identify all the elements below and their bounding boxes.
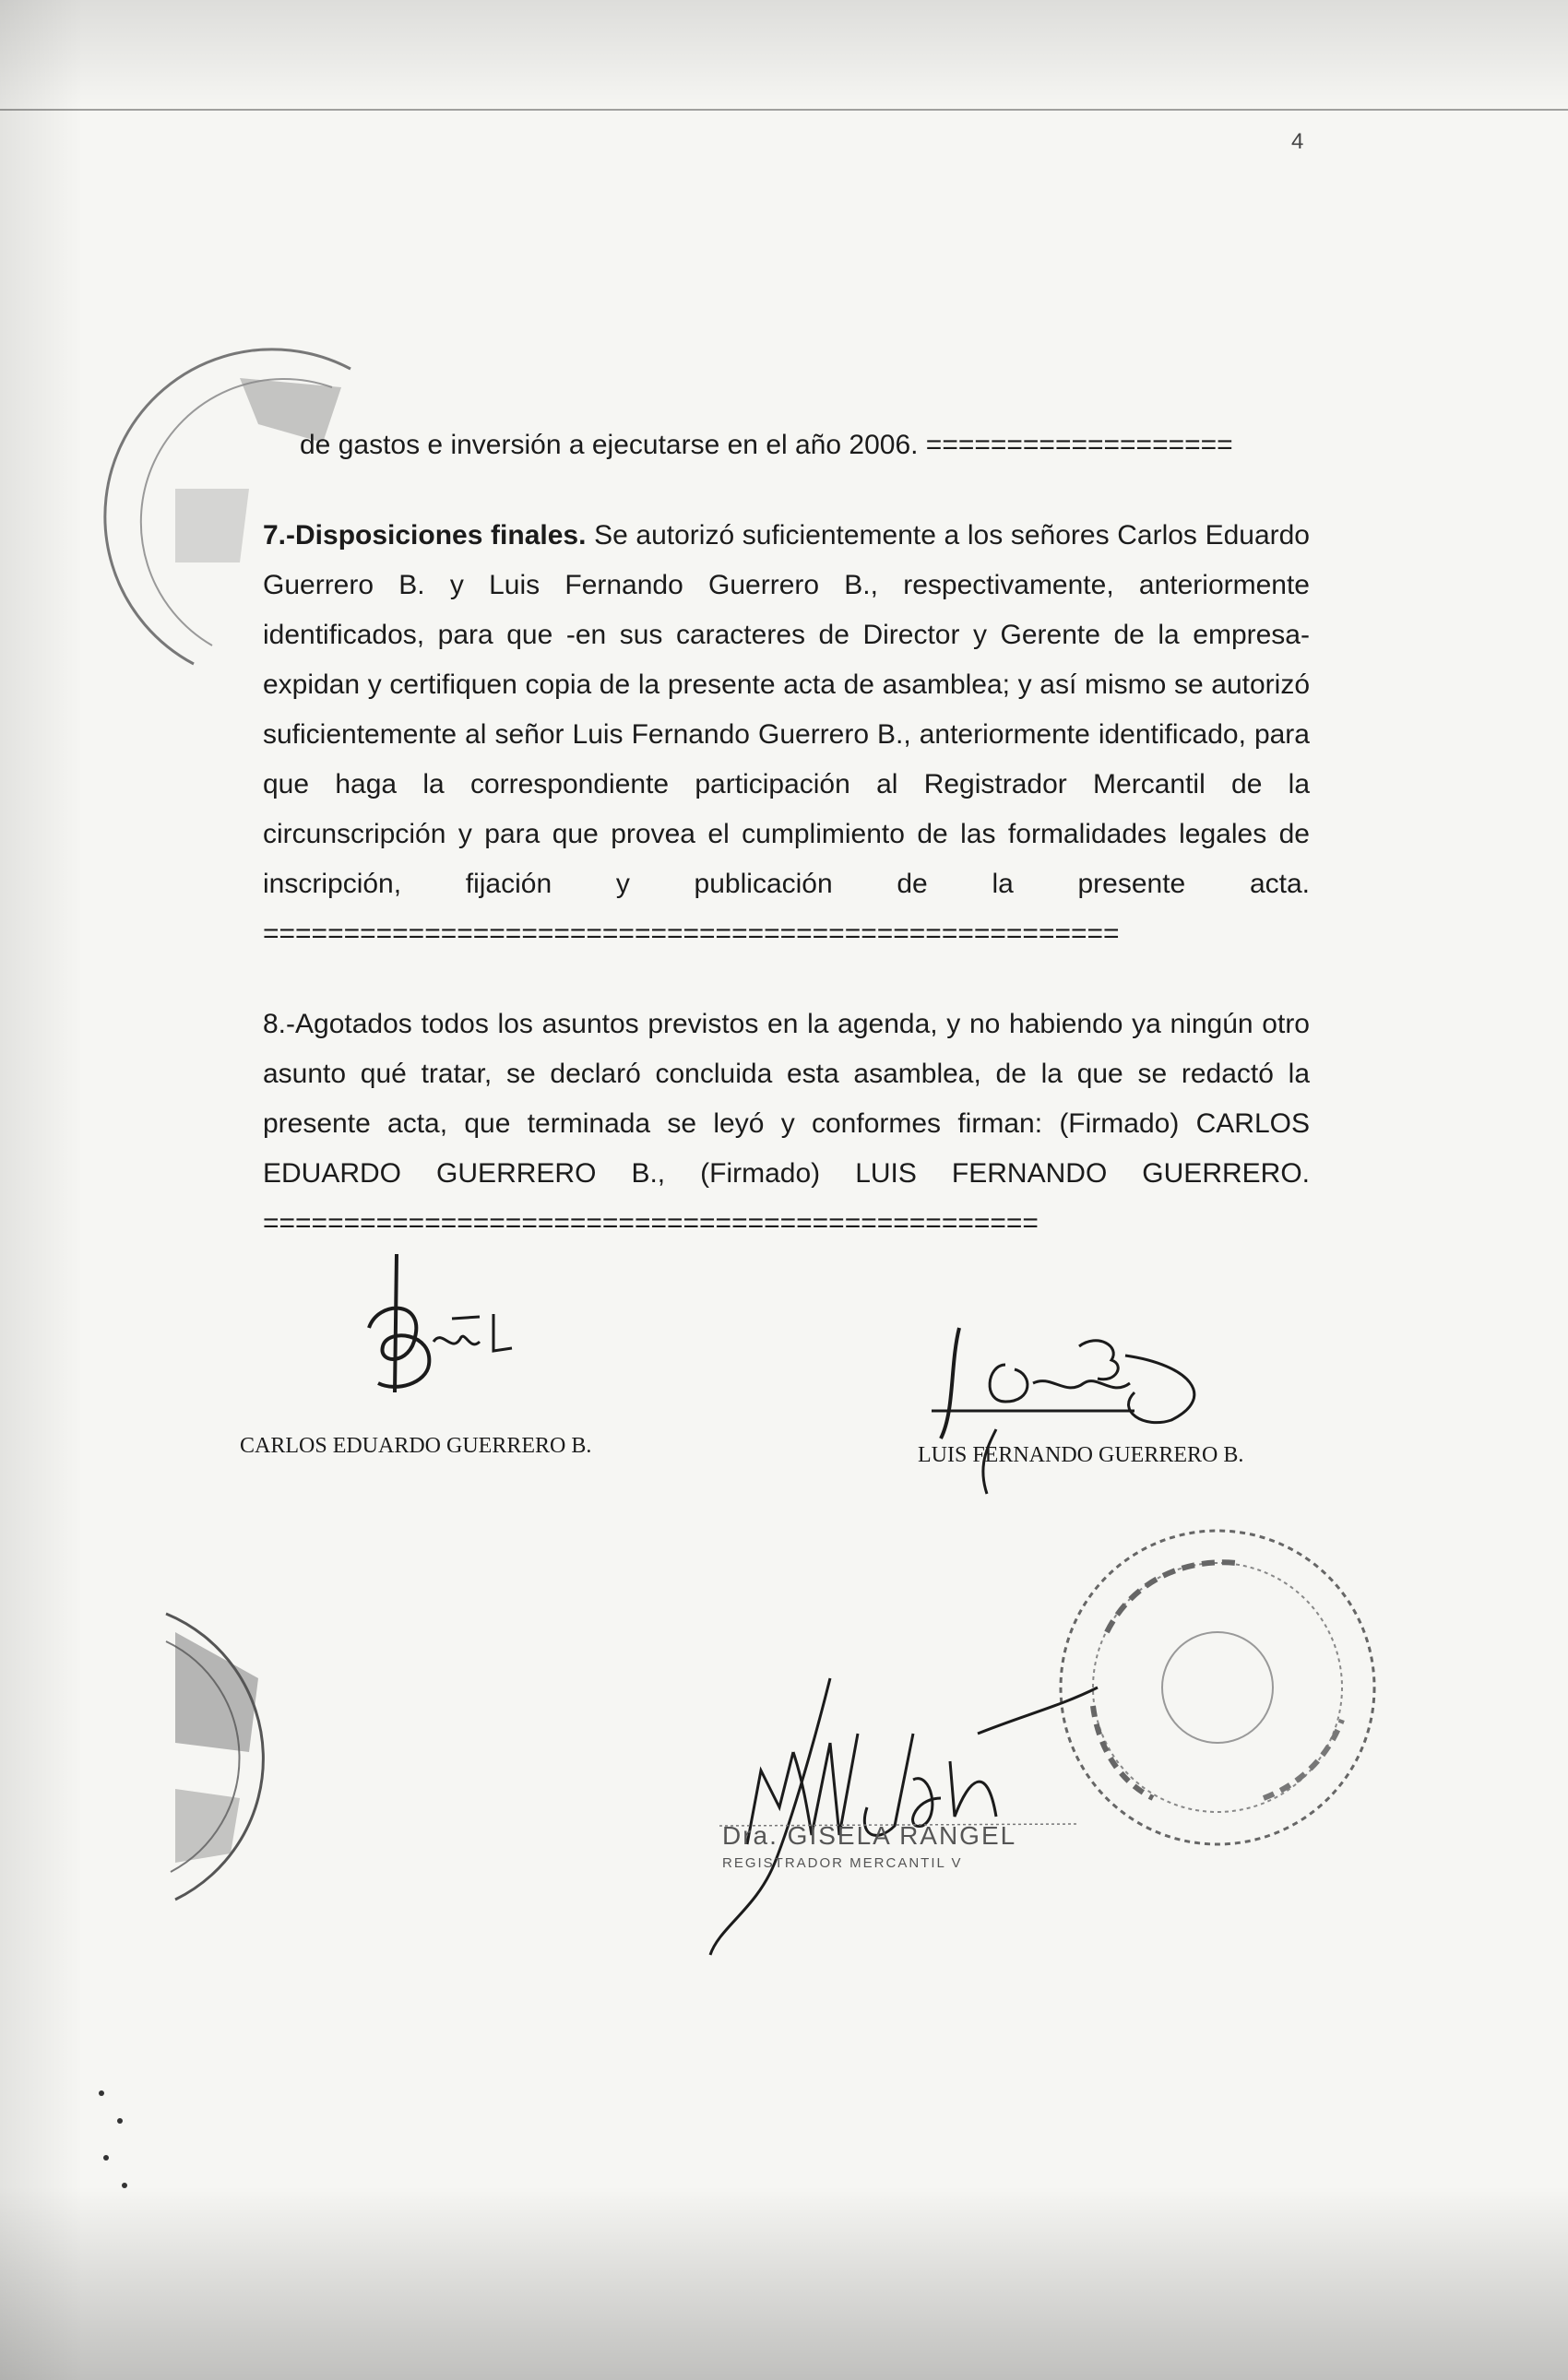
registrar-signature [618, 1678, 1098, 1955]
signature-name-left: CARLOS EDUARDO GUERRERO B. [240, 1434, 592, 1458]
line-intro: de gastos e inversión a ejecutarse en el año 2006. =================== [300, 430, 1233, 460]
registry-seal [1051, 1522, 1384, 1853]
scan-shadow-bottom [0, 2186, 1568, 2380]
signature-carlos-eduardo [341, 1245, 544, 1411]
section-8-body: 8.-Agotados todos los asuntos previstos en la agenda, y no habiendo ya ningún otro asunto qué tratar, se declaró concluida esta asamblea, de la que se redactó la presente acta, que terminada se leyó y conformes firman: (Firmado) CARLOS EDUARDO GUERRERO B., (Firmado) LUIS FERNANDO GUERRERO. ================================================ [263, 1009, 1310, 1238]
section-8-paragraph [263, 1000, 1310, 1249]
margin-specks [83, 2075, 175, 2259]
section-7-body: Se autorizó suficientemente a los señores Carlos Eduardo Guerrero B. y Luis Fernando Guerrero B., respectivamente, anteriormente identificados, para que -en sus caracteres de Director y Gerente de la empresa- expidan y certifiquen copia de la presente acta de asamblea; y así mismo se autorizó suficientemente al señor Luis Fernando Guerrero B., anteriormente identificado, para que haga la correspondiente participación al Registrador Mercantil de la circunscripción y para que provea el cumplimiento de las formalidades legales de inscripción, fijación y publicación de la presente acta. ===================================================== [263, 520, 1310, 949]
registrar-name: Dra. GISELA RANGEL [722, 1821, 1017, 1850]
signature-name-right: LUIS FERNANDO GUERRERO B. [918, 1443, 1244, 1467]
scan-shadow-top [0, 0, 1568, 111]
scan-shadow-left [0, 0, 83, 2380]
partial-stamp-left [157, 1604, 341, 1909]
section-7-paragraph [263, 511, 1310, 959]
registrar-title: REGISTRADOR MERCANTIL V [722, 1855, 963, 1871]
scan-edge-line [0, 109, 1568, 111]
section-7-heading: 7.-Disposiciones finales. [263, 520, 587, 551]
page-number: 4 [1291, 129, 1304, 154]
